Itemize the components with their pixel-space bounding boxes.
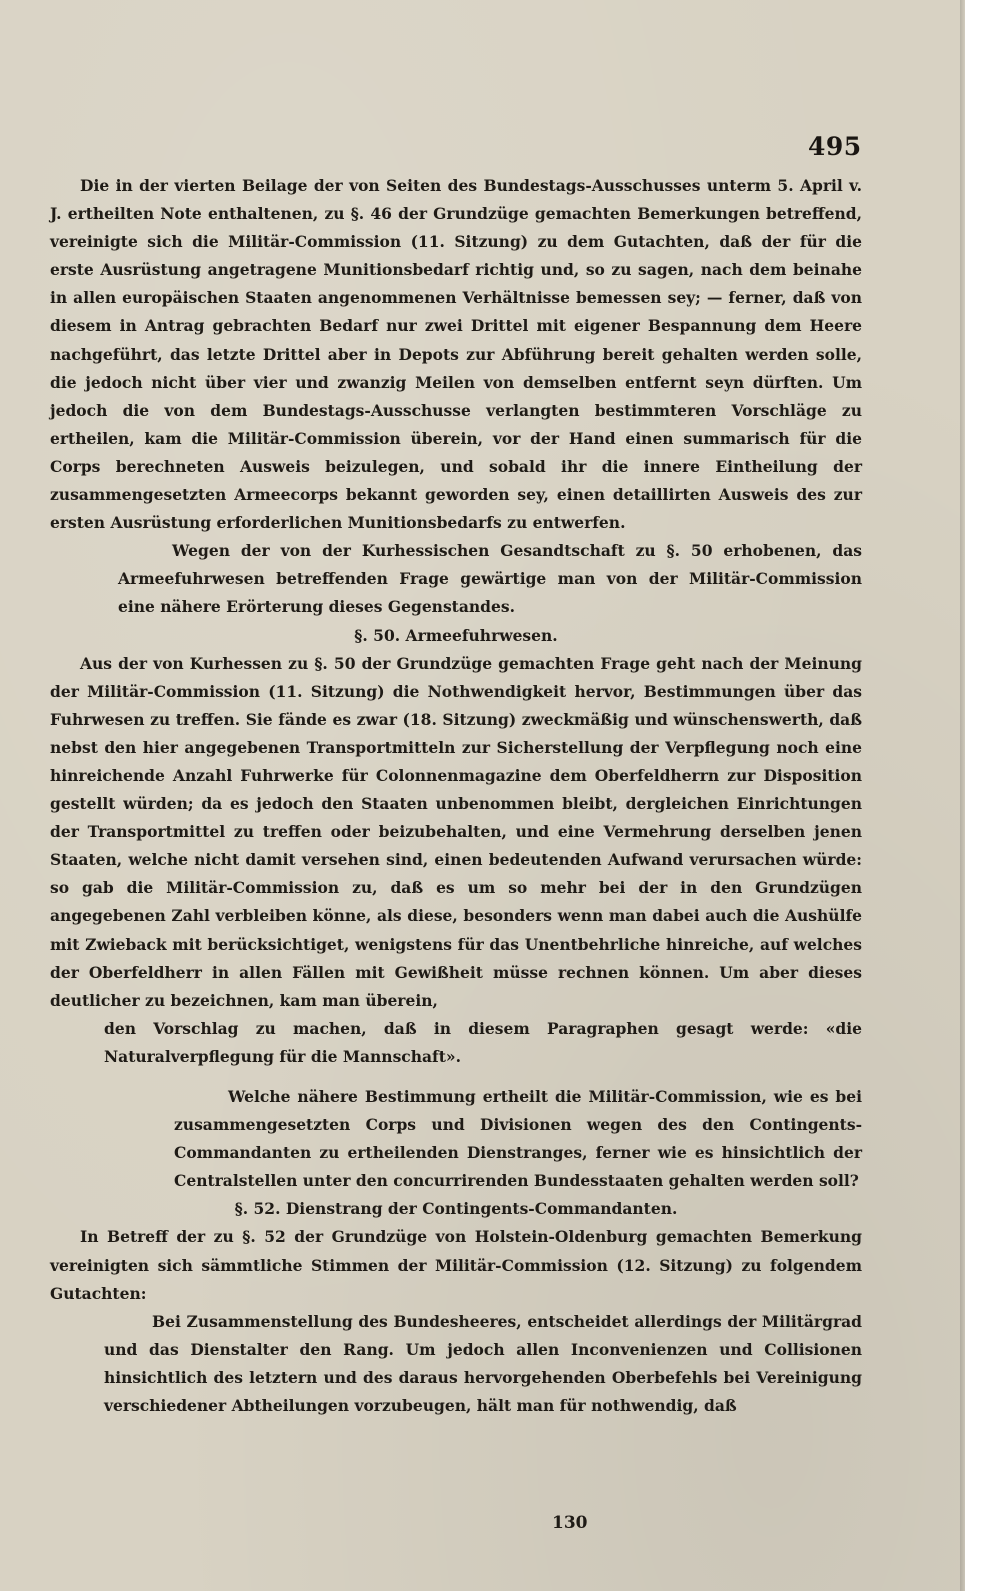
paragraph-vorschlag: den Vorschlag zu machen, daß in diesem Paragraphen gesagt werde: «die Naturalverpflegung für die Mannschaft». [104, 1018, 862, 1066]
paragraph-gutachten: Bei Zusammenstellung des Bundesheeres, entscheidet allerdings der Militärgrad und das Dienstalter den Rang. Um jedoch allen Inconvenienzen und Collisionen hinsichtlich des letztern und des daraus hervorgehenden Oberbefehls bei Vereinigung verschiedener Abtheilungen vorzubeugen, hält man für nothwendig, daß [104, 1311, 862, 1416]
page-body [50, 172, 862, 1420]
paragraph-kurhessen-question: Wegen der von der Kurhessischen Gesandtschaft zu §. 50 erhobenen, das Armeefuhrwesen betreffenden Frage gewärtige man von der Militär-Commission eine nähere Erörterung dieses Gegenstandes. [118, 541, 862, 617]
paragraph-beilage-note: Die in der vierten Beilage der von Seiten des Bundestags-Ausschusses unterm 5. April v. J. ertheilten Note enthaltenen, zu §. 46 der Grundzüge gemachten Bemerkungen betreffend, vereinigte sich die Militär-Commission (11. Sitzung) zu dem Gutachten, daß der für die erste Ausrüstung angetragene Munitionsbedarf richtig und, so zu sagen, nach dem beinahe in allen europäischen Staaten angenommenen Verhältnisse bemessen sey; — ferner, daß von diesem in Antrag gebrachten Bedarf nur zwei Drittel mit eigener Bespannung dem Heere nachgeführt, das letzte Drittel aber in Depots zur Abführung bereit gehalten werden solle, die jedoch nicht über vier und zwanzig Meilen von demselben entfernt seyn dürften. Um jedoch die von dem Bundestags-Ausschusse verlangten bestimmteren Vorschläge zu ertheilen, kam die Militär-Commission überein, vor der Hand einen summarisch für die Corps berechneten Ausweis beizulegen, und sobald ihr die innere Eintheilung der zusammengesetzten Armeecorps bekannt geworden sey, einen detaillirten Ausweis des zur ersten Ausrüstung erforderlichen Munitionsbedarfs zu entwerfen. [50, 176, 862, 533]
section-heading-52: §. 52. Dienstrang der Contingents-Commandanten. [234, 1199, 678, 1219]
signature-mark: 130 [552, 1513, 588, 1533]
paragraph-armeefuhrwesen: Aus der von Kurhessen zu §. 50 der Grundzüge gemachten Frage geht nach der Meinung der Militär-Commission (11. Sitzung) die Nothwendigkeit hervor, Bestimmungen über das Fuhrwesen zu treffen. Sie fände es zwar (18. Sitzung) zweckmäßig und wünschenswerth, daß nebst den hier angegebenen Transportmitteln zur Sicherstellung der Verpflegung noch eine hinreichende Anzahl Fuhrwerke für Colonnenmagazine dem Oberfeldherrn zur Disposition gestellt würden; da es jedoch den Staaten unbenommen bleibt, dergleichen Einrichtungen der Transportmittel zu treffen oder beizubehalten, und eine Vermehrung derselben jenen Staaten, welche nicht damit versehen sind, einen bedeutenden Aufwand verursachen würde: so gab die Militär-Commission zu, daß es um so mehr bei der in den Grundzügen angegebenen Zahl verbleiben könne, als diese, besonders wenn man dabei auch die Aushülfe mit Zwieback mit berücksichtiget, wenigstens für das Unentbehrliche hinreiche, auf welches der Oberfeldherr in allen Fällen mit Gewißheit müsse rechnen können. Um aber dieses deutlicher zu bezeichnen, kam man überein, [50, 653, 862, 1010]
section-heading-50: §. 50. Armeefuhrwesen. [354, 625, 558, 645]
paragraph-dienstrang-question: Welche nähere Bestimmung ertheilt die Militär-Commission, wie es bei zusammengesetzten Corps und Divisionen wegen des den Contingents-Commandanten zu ertheilenden Dienstranges, ferner wie es hinsichtlich der Centralstellen unter den concurrirenden Bundesstaaten gehalten werden soll? [174, 1087, 862, 1191]
page-margin-white [965, 0, 1000, 1591]
paragraph-holstein-oldenburg: In Betreff der zu §. 52 der Grundzüge von Holstein-Oldenburg gemachten Bemerkung vereinigten sich sämmtliche Stimmen der Militär-Commission (12. Sitzung) zu folgendem Gutachten: [50, 1227, 862, 1303]
page-number: 495 [808, 132, 862, 161]
